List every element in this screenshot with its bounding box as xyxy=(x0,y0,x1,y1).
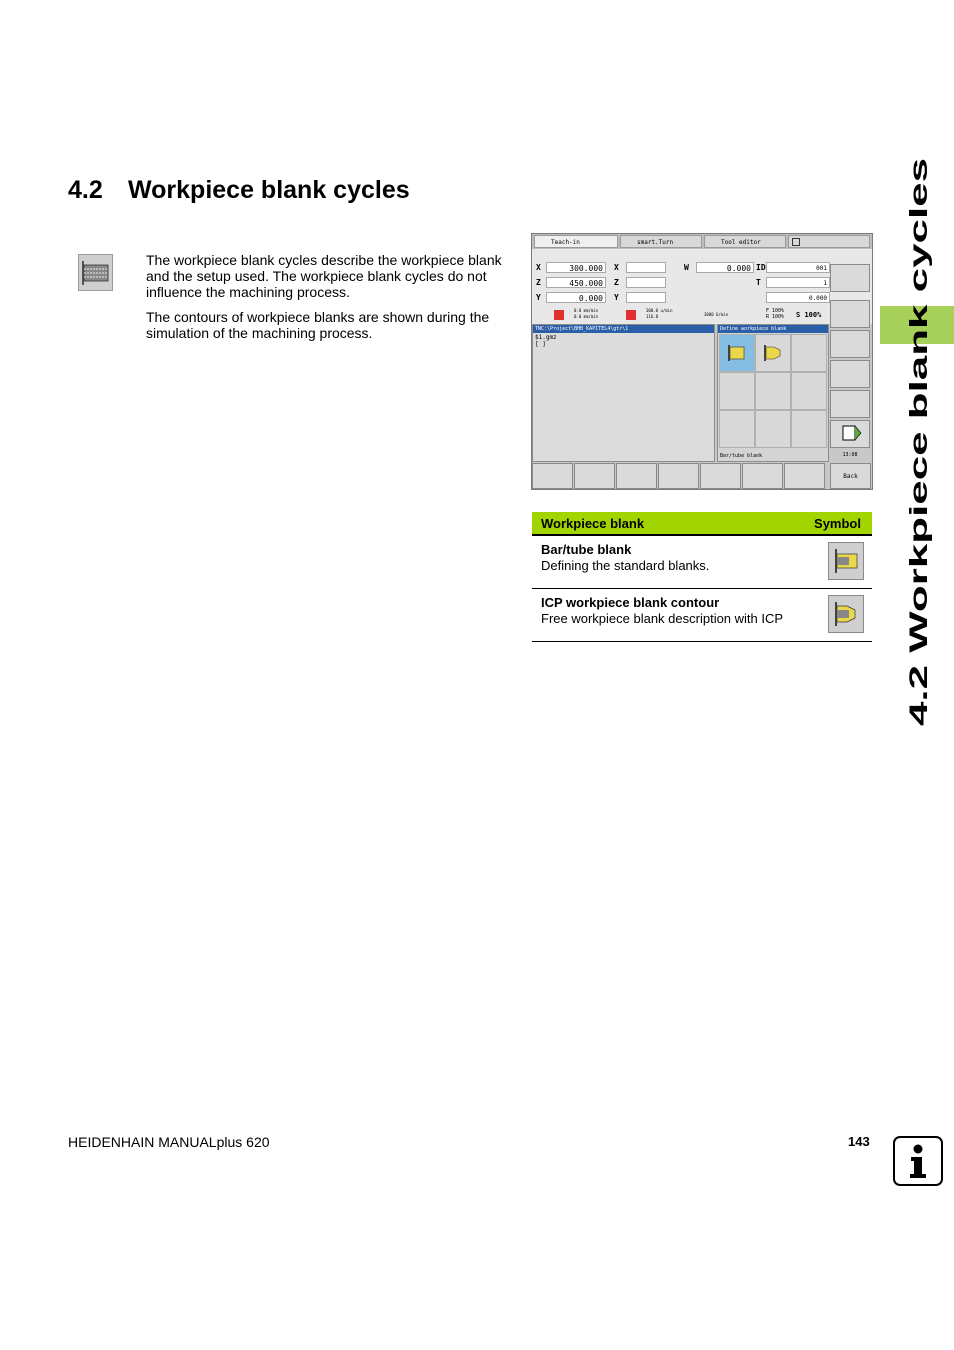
menu-item-empty xyxy=(755,410,791,448)
side-title xyxy=(899,148,937,726)
side-title-text: 4.2 Workpiece blank cycles xyxy=(905,402,933,726)
horizontal-softkeys xyxy=(532,463,872,489)
menu-item-empty xyxy=(719,410,755,448)
row-title: ICP workpiece blank contour xyxy=(541,595,720,610)
screenshot-tab-bar xyxy=(532,234,872,249)
manual-title: HEIDENHAIN MANUALplus 620 xyxy=(68,1134,270,1150)
softkey[interactable] xyxy=(830,300,870,328)
softkey[interactable] xyxy=(830,360,870,388)
page-number: 143 xyxy=(848,1134,870,1149)
softkey[interactable] xyxy=(784,463,825,489)
program-line: [ ] xyxy=(535,341,546,348)
menu-title: Define workpiece blank xyxy=(718,325,828,333)
tab-teach-in[interactable]: Teach-in xyxy=(534,235,618,248)
softkey[interactable] xyxy=(700,463,741,489)
softkey[interactable] xyxy=(830,264,870,292)
softkey[interactable] xyxy=(574,463,615,489)
table-row xyxy=(532,535,872,589)
table-header xyxy=(532,512,872,535)
menu-item-empty xyxy=(791,410,827,448)
tab-save[interactable] xyxy=(788,235,870,248)
softkey[interactable] xyxy=(830,330,870,358)
coord-row: Z 450.000 Z T 1 xyxy=(534,276,834,290)
program-line: $1.gmz xyxy=(535,334,557,341)
softkey[interactable] xyxy=(658,463,699,489)
vertical-softkeys xyxy=(830,264,872,462)
row-desc: Defining the standard blanks. xyxy=(541,558,710,573)
softkey[interactable] xyxy=(742,463,783,489)
menu-item-empty xyxy=(719,372,755,410)
column-header: Workpiece blank xyxy=(532,512,805,535)
blank-menu xyxy=(717,324,829,462)
program-panel xyxy=(532,324,715,462)
save-icon xyxy=(792,238,800,246)
clock: 13:08 xyxy=(842,452,858,458)
intro-paragraph-2: The contours of workpiece blanks are shown during the simulation of the machining process. xyxy=(146,309,490,341)
table-row xyxy=(532,589,872,642)
tab-smart-turn[interactable]: smart.Turn xyxy=(620,235,702,248)
softkey[interactable] xyxy=(532,463,573,489)
menu-item-empty xyxy=(791,334,827,372)
coord-row: Y 0.000 Y 0.000 xyxy=(534,291,834,305)
column-header: Symbol xyxy=(805,512,872,535)
section-title: Workpiece blank cycles xyxy=(128,176,410,204)
feed-status-icon xyxy=(554,310,564,320)
menu-footer: Bar/tube blank xyxy=(720,453,763,459)
softkey[interactable] xyxy=(616,463,657,489)
softkey[interactable] xyxy=(830,390,870,418)
intro-paragraph-1: The workpiece blank cycles describe the workpiece blank and the setup used. The workpiece blank cycles do not influence the machining process. xyxy=(146,252,502,300)
menu-item-empty xyxy=(755,372,791,410)
info-icon xyxy=(893,1136,943,1186)
status-bar: 0.0 mm/min 0.0 mm/min 300.0 u/min 116.8 3000 U/min F 100% R 100% S 100% xyxy=(534,308,826,322)
back-softkey[interactable]: Back xyxy=(830,463,871,489)
menu-item-empty xyxy=(791,372,827,410)
path-bar: TNC:\Project\BHB_KAPITEL4\gtr\1 xyxy=(533,325,714,333)
bar-tube-blank-icon xyxy=(828,542,864,580)
workpiece-blank-icon xyxy=(78,254,113,291)
row-desc: Free workpiece blank description with ICP xyxy=(541,611,784,626)
icp-contour-icon xyxy=(828,595,864,633)
tool-softkey[interactable] xyxy=(830,420,870,448)
tool-icon xyxy=(831,421,869,447)
coord-row: X 300.000 X W 0.000 ID 001 xyxy=(534,261,834,275)
section-number: 4.2 xyxy=(68,176,103,204)
position-display xyxy=(532,249,872,324)
menu-item-bar-tube-blank[interactable] xyxy=(719,334,755,372)
section-heading xyxy=(68,176,410,205)
row-title: Bar/tube blank xyxy=(541,542,632,557)
tab-tool-editor[interactable]: Tool editor xyxy=(704,235,786,248)
spindle-status-icon xyxy=(626,310,636,320)
control-screenshot xyxy=(531,233,873,490)
menu-item-icp-contour[interactable] xyxy=(755,334,791,372)
blank-cycles-table xyxy=(532,512,872,642)
